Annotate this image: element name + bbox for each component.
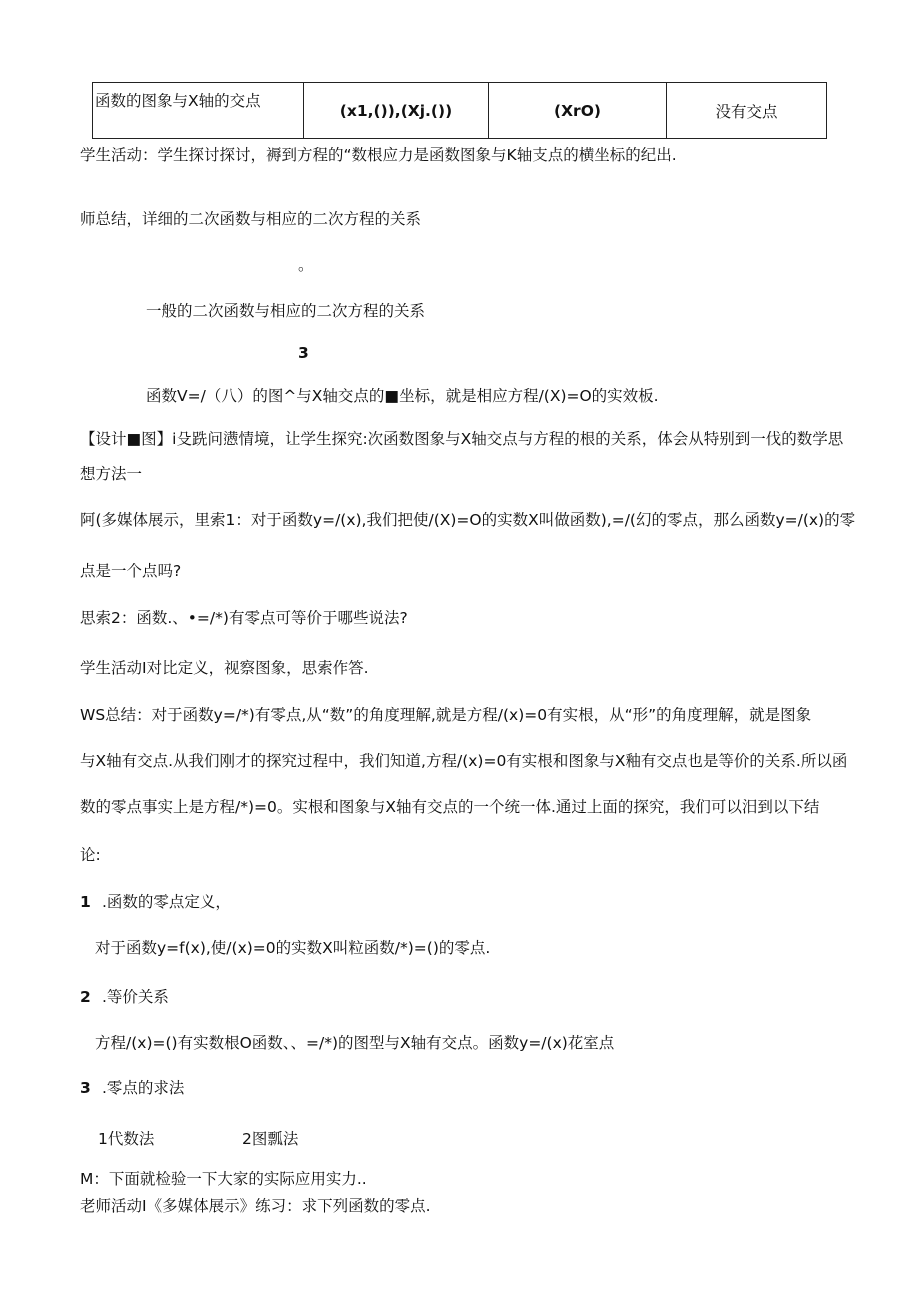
ws-summary-line4: 论: [80,846,101,864]
intersection-table [92,82,827,139]
design-intent-line1: 【设计■图】i殳跣问懑情境，让学生探究:次函数图象与X轴交点与方程的根的关系，体会从特别到一伐的数学思 [80,430,844,448]
think-1-line1: 阿(多媒体展示，里索1：对于函数y=/(x),我们把使/(X)=O的实数X叫做函数),=/(幻的零点，那么函数y=/(x)的零 [80,511,856,529]
item2-number: 2 [80,988,91,1006]
design-intent-line2: 想方法一 [80,465,143,483]
table-cell-two-roots: (x1,()),(Xj.()) [304,83,489,139]
m-line: M：下面就检验一下大家的实际应用实力.. [80,1170,367,1188]
student-activity-1: 学生活动：学生探讨探讨，褥到方程的“数根应力是函数图象与K轴支点的横坐标的纪出. [80,146,677,164]
teacher-summary-1: 师总结，详细的二次函数与相应的二次方程的关系 [80,210,422,228]
method-algebraic: 1代数法 [98,1130,155,1148]
item1-body: 对于函数y=f(x),使/(x)=0的实数X叫粒函数/*)=()的零点. [95,939,491,957]
item1-title: .函数的零点定义， [102,893,231,911]
ws-summary-line2: 与X轴有交点.从我们刚才的探究过程中，我们知道,方程/(x)=0有实根和图象与X釉有交点也是等价的关系.所以函 [80,752,848,770]
item2-body: 方程/(x)=()有实数根O函数、、=/*)的图型与X轴有交点。函数y=/(x)花室点 [95,1034,615,1052]
table-cell-no-roots: 没有交点 [667,83,827,139]
ws-summary-line3: 数的零点事实上是方程/*)=0。实根和图象与X轴有交点的一个统一体.通过上面的探究，我们可以汨到以下结 [80,798,820,816]
item2-title: .等价关系 [102,988,169,1006]
item3-number: 3 [80,1079,91,1097]
think-1-line2: 点是一个点吗? [80,562,182,580]
student-activity-2: 学生活动I对比定义，视察图象，思索作答. [80,659,369,677]
item1-number: 1 [80,893,91,911]
teacher-activity: 老师活动I《多媒体展示》练习：求下列函数的零点. [80,1197,431,1215]
table-cell-label: 函数的图象与X轴的交点 [93,83,304,139]
table-row [93,83,827,139]
ws-summary-line1: WS总结：对于函数y=/*)有零点,从“数”的角度理解,就是方程/(x)=0有实根，从“形”的角度理解，就是图象 [80,706,812,724]
item3-title: .零点的求法 [102,1079,185,1097]
circle-mark: 。 [298,256,314,274]
function-statement: 函数V=/（八）的图^与X轴交点的■坐标，就是相应方程/(X)=O的实效板. [146,387,659,405]
number-three: 3 [298,344,309,362]
general-relation: 一般的二次函数与相应的二次方程的关系 [146,302,426,320]
table-cell-one-root: (XrO) [489,83,667,139]
method-graphical: 2图瓢法 [242,1130,299,1148]
think-2: 思索2：函数.、•=/*)有零点可等价于哪些说法? [80,609,408,627]
